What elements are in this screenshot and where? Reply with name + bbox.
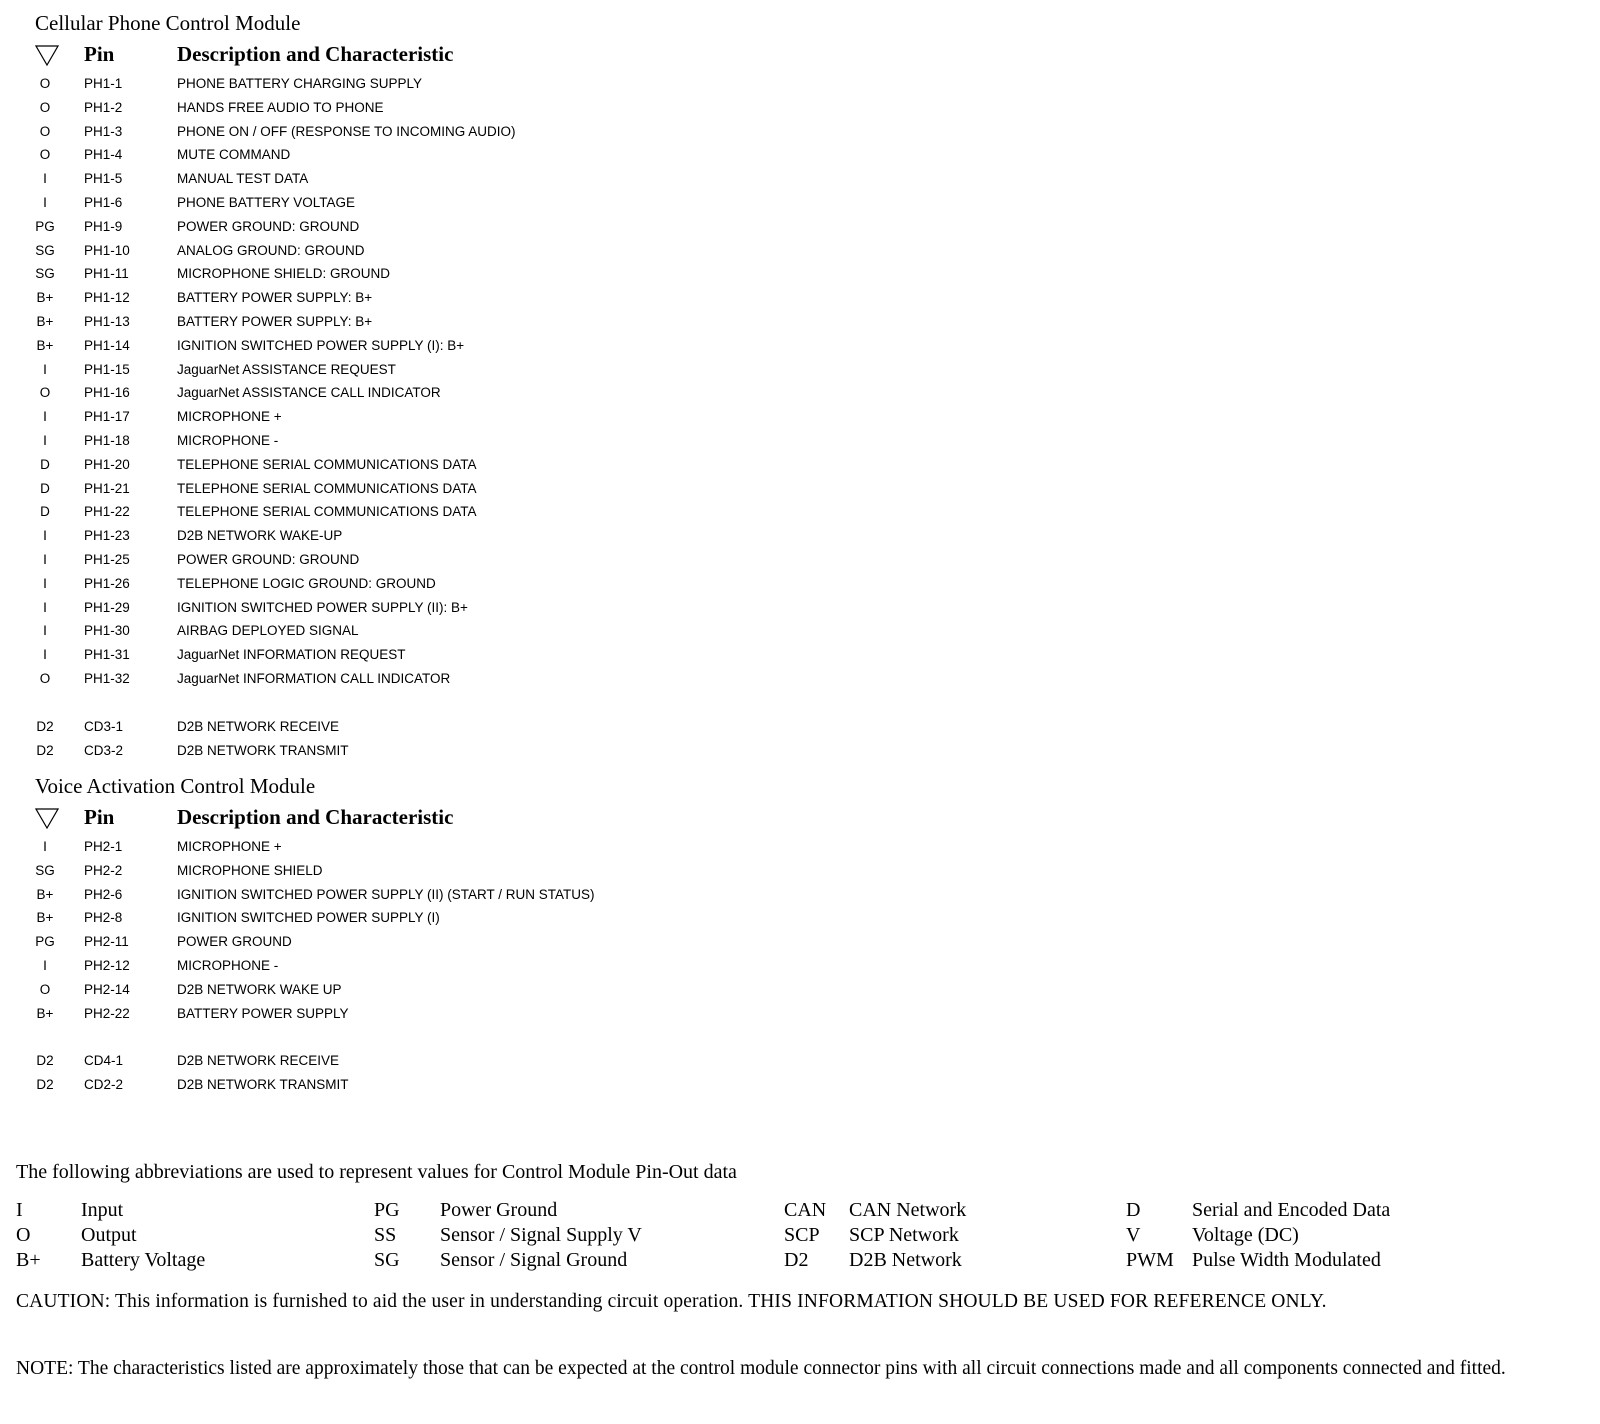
table-row xyxy=(35,739,1235,763)
group-spacer xyxy=(35,691,1235,715)
pin-id: PH2-11 xyxy=(84,934,129,950)
pin-id: PH2-1 xyxy=(84,839,123,854)
pin-id: PH1-22 xyxy=(84,504,130,520)
abbreviation-code: D xyxy=(1126,1199,1141,1221)
pin-id: CD3-2 xyxy=(84,742,124,758)
pin-description: PHONE BATTERY VOLTAGE xyxy=(177,194,356,210)
table-row xyxy=(35,859,1235,883)
abbreviation-code: B+ xyxy=(16,1249,41,1271)
pin-description: HANDS FREE AUDIO TO PHONE xyxy=(177,99,384,115)
pin-id: PH2-2 xyxy=(84,862,123,878)
table-row xyxy=(35,643,1235,667)
abbreviation-definition: Voltage (DC) xyxy=(1192,1224,1299,1246)
table-row xyxy=(35,619,1235,643)
signal-type-code: B+ xyxy=(36,886,54,902)
pin-description: POWER GROUND xyxy=(177,934,292,950)
abbreviation-code: D2 xyxy=(784,1249,809,1271)
signal-type-code: O xyxy=(39,670,51,686)
table-row xyxy=(35,477,1235,501)
signal-type-code: B+ xyxy=(36,337,54,353)
pin-id: PH1-18 xyxy=(84,432,130,448)
pin-id: PH1-31 xyxy=(84,647,130,663)
table-header xyxy=(35,36,1235,72)
table-row xyxy=(35,835,1235,859)
pin-description: BATTERY POWER SUPPLY: B+ xyxy=(177,290,373,306)
pin-id: PH1-20 xyxy=(84,456,130,472)
pin-id: PH1-1 xyxy=(84,76,123,91)
abbreviation-definition: Pulse Width Modulated xyxy=(1192,1249,1381,1271)
pin-id: PH1-4 xyxy=(84,147,123,163)
signal-type-code: D2 xyxy=(36,1077,54,1093)
signal-type-code: O xyxy=(39,981,51,997)
signal-type-code: O xyxy=(39,123,51,139)
table-row xyxy=(35,453,1235,477)
pin-id: PH1-15 xyxy=(84,361,130,377)
pin-id: PH1-30 xyxy=(84,623,130,639)
pin-id: PH1-12 xyxy=(84,290,130,306)
pin-description: POWER GROUND: GROUND xyxy=(177,218,360,234)
abbreviation-code: PG xyxy=(374,1199,400,1221)
signal-type-code: O xyxy=(39,99,51,115)
signal-type-code: D xyxy=(40,456,50,472)
pin-description: TELEPHONE SERIAL COMMUNICATIONS DATA xyxy=(177,456,477,472)
pin-id: PH2-12 xyxy=(84,957,130,973)
signal-type-code: I xyxy=(43,528,47,544)
signal-type-code: I xyxy=(43,409,47,425)
signal-type-code: I xyxy=(43,361,47,377)
signal-type-code: I xyxy=(43,194,47,210)
table-row xyxy=(35,310,1235,334)
pin-description: D2B NETWORK RECEIVE xyxy=(177,718,340,734)
signal-type-code: I xyxy=(43,957,47,973)
pin-description: D2B NETWORK TRANSMIT xyxy=(177,742,349,758)
pin-id: PH1-25 xyxy=(84,551,130,567)
pin-description: MICROPHONE + xyxy=(177,409,282,425)
column-header-description: Description and Characteristic xyxy=(177,42,454,66)
pin-id: PH2-8 xyxy=(84,910,123,926)
table-row xyxy=(35,978,1235,1002)
pin-id: PH2-22 xyxy=(84,1005,130,1021)
signal-type-code: I xyxy=(43,551,47,567)
pin-id: PH1-6 xyxy=(84,194,123,210)
signal-type-code: O xyxy=(39,147,51,163)
pin-description: JaguarNet ASSISTANCE CALL INDICATOR xyxy=(177,385,441,401)
pin-description: ANALOG GROUND: GROUND xyxy=(177,242,365,258)
table-row xyxy=(35,500,1235,524)
abbreviation-definition: Serial and Encoded Data xyxy=(1192,1199,1391,1221)
table-row xyxy=(35,167,1235,191)
pin-description: MICROPHONE SHIELD: GROUND xyxy=(177,266,391,282)
pin-id: PH1-13 xyxy=(84,313,130,329)
abbreviation-code: SS xyxy=(374,1224,397,1246)
triangle-down-icon xyxy=(35,44,59,66)
pin-id: PH1-11 xyxy=(84,266,129,282)
abbreviation-definition: SCP Network xyxy=(849,1224,959,1246)
signal-type-code: PG xyxy=(35,934,55,950)
abbreviation-definition: Power Ground xyxy=(440,1199,558,1221)
pin-description: POWER GROUND: GROUND xyxy=(177,551,360,567)
signal-type-code: O xyxy=(39,76,51,91)
table-row xyxy=(35,524,1235,548)
pin-id: PH1-17 xyxy=(84,409,130,425)
pin-description: BATTERY POWER SUPPLY: B+ xyxy=(177,313,373,329)
abbreviation-definition: Sensor / Signal Supply V xyxy=(440,1224,642,1246)
table-row xyxy=(35,1073,1235,1097)
pin-description: BATTERY POWER SUPPLY xyxy=(177,1005,349,1021)
signal-type-code: D2 xyxy=(36,1053,54,1069)
pin-id: PH1-26 xyxy=(84,575,130,591)
pin-description: MICROPHONE - xyxy=(177,432,279,448)
note-text: NOTE: The characteristics listed are approximately those that can be expected at the control module connector pins with all circuit connections made and all components connected and fitted. xyxy=(16,1358,1506,1379)
pin-id: PH1-29 xyxy=(84,599,130,615)
pin-id: PH1-16 xyxy=(84,385,130,401)
section-title: Cellular Phone Control Module xyxy=(35,11,301,35)
table-row xyxy=(35,215,1235,239)
table-row xyxy=(35,429,1235,453)
column-header-pin: Pin xyxy=(84,42,115,66)
abbreviation-code: PWM xyxy=(1126,1249,1174,1271)
abbreviations-intro: The following abbreviations are used to represent values for Control Module Pin-Out data xyxy=(16,1161,737,1183)
table-row xyxy=(35,286,1235,310)
pin-description: MICROPHONE - xyxy=(177,957,279,973)
pin-description: MUTE COMMAND xyxy=(177,147,291,163)
abbreviation-code: SCP xyxy=(784,1224,820,1246)
pin-description: D2B NETWORK WAKE-UP xyxy=(177,528,343,544)
signal-type-code: D2 xyxy=(36,742,54,758)
signal-type-code: SG xyxy=(35,862,55,878)
cellular-phone-section xyxy=(35,10,1235,762)
abbreviation-definition: D2B Network xyxy=(849,1249,962,1271)
table-row xyxy=(35,239,1235,263)
signal-type-code: I xyxy=(43,171,47,187)
pin-description: MICROPHONE + xyxy=(177,839,282,854)
signal-type-code: D xyxy=(40,480,50,496)
pin-id: PH1-21 xyxy=(84,480,130,496)
pin-id: CD2-2 xyxy=(84,1077,124,1093)
signal-type-code: I xyxy=(43,839,47,854)
group-spacer xyxy=(35,1025,1235,1049)
table-row xyxy=(35,72,1235,96)
pin-id: PH1-2 xyxy=(84,99,123,115)
pin-description: JaguarNet ASSISTANCE REQUEST xyxy=(177,361,396,377)
pin-description: TELEPHONE SERIAL COMMUNICATIONS DATA xyxy=(177,480,477,496)
signal-type-code: D2 xyxy=(36,718,54,734)
abbreviation-code: V xyxy=(1126,1224,1141,1246)
abbreviation-code: O xyxy=(16,1224,31,1246)
pin-description: PHONE BATTERY CHARGING SUPPLY xyxy=(177,76,423,91)
signal-type-code: I xyxy=(43,575,47,591)
table-row xyxy=(35,96,1235,120)
pin-description: IGNITION SWITCHED POWER SUPPLY (I): B+ xyxy=(177,337,465,353)
signal-type-code: O xyxy=(39,385,51,401)
table-row xyxy=(35,381,1235,405)
signal-type-code: I xyxy=(43,599,47,615)
table-row xyxy=(35,120,1235,144)
section-title: Voice Activation Control Module xyxy=(35,774,316,798)
signal-type-code: I xyxy=(43,432,47,448)
pin-id: PH1-10 xyxy=(84,242,130,258)
pin-id: PH1-23 xyxy=(84,528,130,544)
table-row xyxy=(35,1049,1235,1073)
table-row xyxy=(35,954,1235,978)
abbreviation-code: CAN xyxy=(784,1199,827,1221)
pin-description: PHONE ON / OFF (RESPONSE TO INCOMING AUDIO) xyxy=(177,123,516,139)
signal-type-code: PG xyxy=(35,218,55,234)
signal-type-code: B+ xyxy=(36,313,54,329)
pin-description: TELEPHONE SERIAL COMMUNICATIONS DATA xyxy=(177,504,477,520)
table-row xyxy=(35,883,1235,907)
table-row xyxy=(35,358,1235,382)
table-row xyxy=(35,191,1235,215)
pin-id: PH2-6 xyxy=(84,886,123,902)
pin-description: AIRBAG DEPLOYED SIGNAL xyxy=(177,623,359,639)
pin-description: TELEPHONE LOGIC GROUND: GROUND xyxy=(177,575,436,591)
signal-type-code: I xyxy=(43,647,47,663)
voice-activation-section xyxy=(35,773,1235,1097)
pin-description: IGNITION SWITCHED POWER SUPPLY (I) xyxy=(177,910,440,926)
pin-description: IGNITION SWITCHED POWER SUPPLY (II): B+ xyxy=(177,599,468,615)
pin-description: JaguarNet INFORMATION REQUEST xyxy=(177,647,406,663)
signal-type-code: I xyxy=(43,623,47,639)
table-row xyxy=(35,667,1235,691)
table-row xyxy=(35,596,1235,620)
abbreviation-code: SG xyxy=(374,1249,400,1271)
signal-type-code: SG xyxy=(35,242,55,258)
pin-id: CD4-1 xyxy=(84,1053,124,1069)
pin-id: PH1-3 xyxy=(84,123,123,139)
table-row xyxy=(35,572,1235,596)
table-row xyxy=(35,143,1235,167)
pin-id: PH1-5 xyxy=(84,171,123,187)
pin-description: D2B NETWORK RECEIVE xyxy=(177,1053,340,1069)
abbreviation-definition: Sensor / Signal Ground xyxy=(440,1249,628,1271)
table-row xyxy=(35,906,1235,930)
table-row xyxy=(35,1002,1235,1026)
table-header xyxy=(35,799,1235,835)
pin-id: PH1-14 xyxy=(84,337,130,353)
column-header-pin: Pin xyxy=(84,805,115,829)
pin-description: MANUAL TEST DATA xyxy=(177,171,309,187)
table-row xyxy=(35,930,1235,954)
table-row xyxy=(35,262,1235,286)
abbreviation-definition: CAN Network xyxy=(849,1199,967,1221)
pin-description: MICROPHONE SHIELD xyxy=(177,862,323,878)
pin-id: CD3-1 xyxy=(84,718,124,734)
abbreviation-definition: Output xyxy=(81,1224,137,1246)
table-row xyxy=(35,548,1235,572)
table-row xyxy=(35,405,1235,429)
pin-description: D2B NETWORK WAKE UP xyxy=(177,981,342,997)
triangle-down-icon xyxy=(35,807,59,829)
signal-type-code: B+ xyxy=(36,290,54,306)
pin-id: PH2-14 xyxy=(84,981,130,997)
column-header-description: Description and Characteristic xyxy=(177,805,454,829)
signal-type-code: SG xyxy=(35,266,55,282)
signal-type-code: B+ xyxy=(36,910,54,926)
signal-type-code: B+ xyxy=(36,1005,54,1021)
pin-description: JaguarNet INFORMATION CALL INDICATOR xyxy=(177,670,451,686)
signal-type-code: D xyxy=(40,504,50,520)
table-row xyxy=(35,334,1235,358)
caution-text: CAUTION: This information is furnished to aid the user in understanding circuit operation. THIS INFORMATION SHOULD BE USED FOR REFERENCE ONLY. xyxy=(16,1291,1327,1312)
pin-description: IGNITION SWITCHED POWER SUPPLY (II) (START / RUN STATUS) xyxy=(177,886,595,902)
pin-id: PH1-9 xyxy=(84,218,123,234)
abbreviation-definition: Input xyxy=(81,1199,124,1221)
pin-id: PH1-32 xyxy=(84,670,130,686)
pin-description: D2B NETWORK TRANSMIT xyxy=(177,1077,349,1093)
abbreviation-code: I xyxy=(16,1199,23,1221)
abbreviation-definition: Battery Voltage xyxy=(81,1249,206,1271)
table-row xyxy=(35,715,1235,739)
